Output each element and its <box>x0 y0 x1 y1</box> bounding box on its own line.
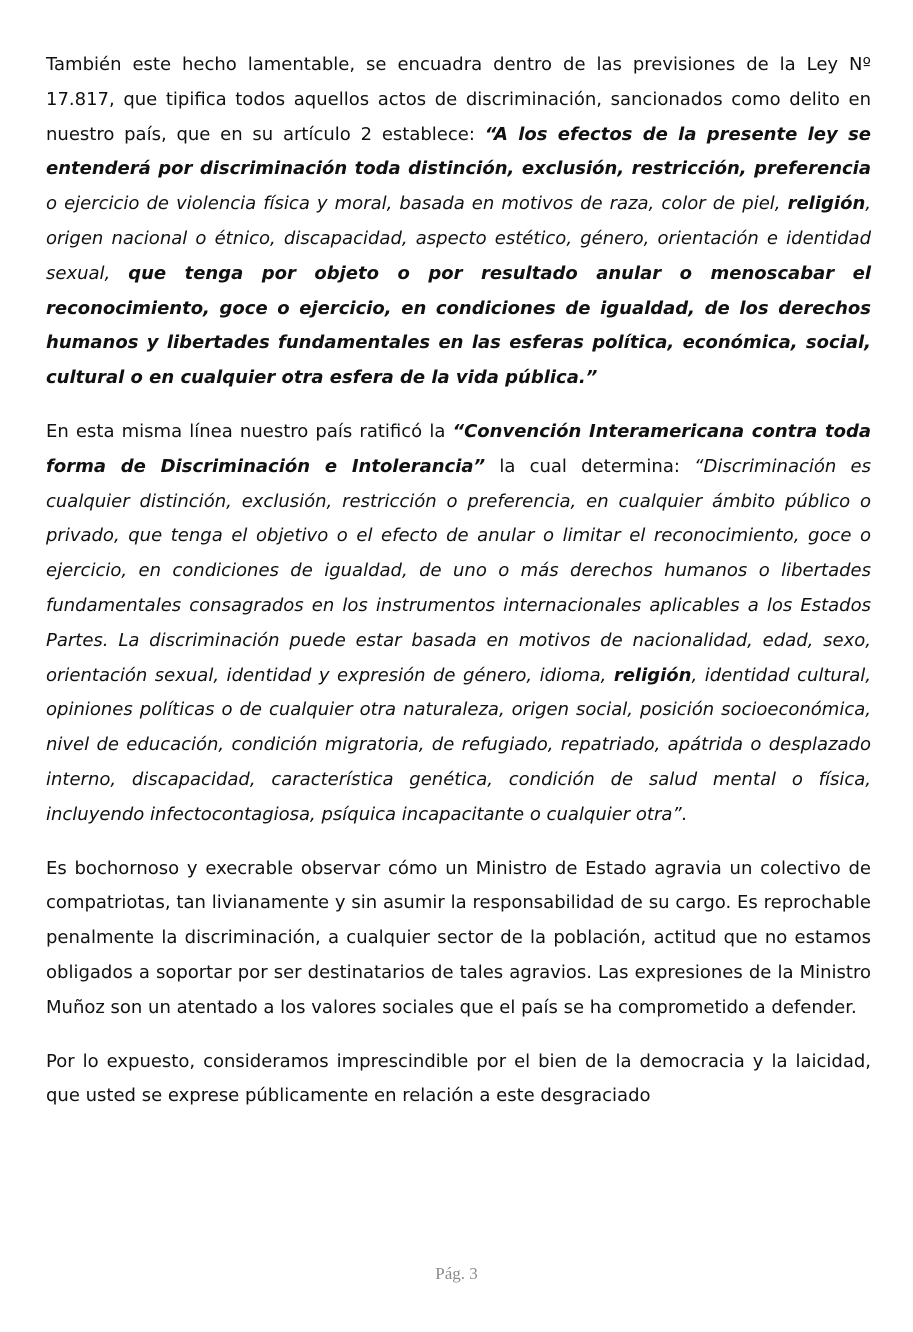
text-run: También este hecho lamentable, se encuadra dentro de las previsiones de la Ley Nº 17.817, que tipifica todos aquellos actos de discriminación, sancionados como delito en nuestro país, que en su artículo 2 establece: <box>46 54 871 145</box>
paragraph-ley-17817 <box>46 48 871 396</box>
text-run: la cual determina: <box>485 455 695 477</box>
text-run: Por lo expuesto, consideramos imprescindible por el bien de la democracia y la laicidad, que usted se exprese públicamente en relación a este desgraciado <box>46 1050 871 1107</box>
emphasis-religion: religión <box>613 664 692 686</box>
quote-bold-italic: que tenga por objeto o por resultado anular o menoscabar el reconocimiento, goce o ejercicio, en condiciones de igualdad, de los derechos humanos y libertades fundamentales en las esferas política, económica, social, cultural o en cualquier otra esfera de la vida pública.” <box>46 262 871 389</box>
page-number: Pág. 3 <box>435 1264 478 1283</box>
quote-italic: , identidad cultural, opiniones políticas o de cualquier otra naturaleza, origen social, posición socioeconómica, nivel de educación, condición migratoria, de refugiado, repatriado, apátrida o desplazado interno, discapacidad, característica genética, condición de salud mental o física, incluyendo infectocontagiosa, psíquica incapacitante o cualquier otra”. <box>46 664 871 825</box>
text-run: En esta misma línea nuestro país ratificó la <box>46 420 453 442</box>
quote-italic: , origen nacional o étnico, discapacidad, aspecto estético, género, orientación e identidad sexual, <box>46 193 871 284</box>
text-run: Es bochornoso y execrable observar cómo un Ministro de Estado agravia un colectivo de compatriotas, tan livianamente y sin asumir la responsabilidad de su cargo. Es reprochable penalmente la discriminación, a cualquier sector de la población, actitud que no estamos obligados a soportar por ser destinatarios de tales agravios. Las expresiones de la Ministro Muñoz son un atentado a los valores sociales que el país se ha comprometido a defender. <box>46 857 871 1018</box>
quote-italic: o ejercicio de violencia física y moral, basada en motivos de raza, color de piel, <box>46 193 788 215</box>
emphasis-religion: religión <box>787 193 866 215</box>
convention-title: “Convención Interamericana contra toda forma de Discriminación e Intolerancia” <box>46 420 871 477</box>
paragraph-por-lo-expuesto <box>46 1045 871 1115</box>
quote-italic: “Discriminación es cualquier distinción, exclusión, restricción o preferencia, en cualquier ámbito público o privado, que tenga el objetivo o el efecto de anular o limitar el reconocimiento, goce o ejercicio, en condiciones de igualdad, de uno o más derechos humanos o libertades fundamentales consagrados en los instrumentos internacionales aplicables a los Estados Partes. La discriminación puede estar basada en motivos de nacionalidad, edad, sexo, orientación sexual, identidad y expresión de género, idioma, <box>46 455 871 686</box>
paragraph-bochornoso <box>46 852 871 1026</box>
document-body <box>46 48 871 1133</box>
paragraph-convencion <box>46 415 871 833</box>
quote-bold-italic: “A los efectos de la presente ley se entenderá por discriminación toda distinción, exclusión, restricción, preferencia <box>46 123 871 180</box>
